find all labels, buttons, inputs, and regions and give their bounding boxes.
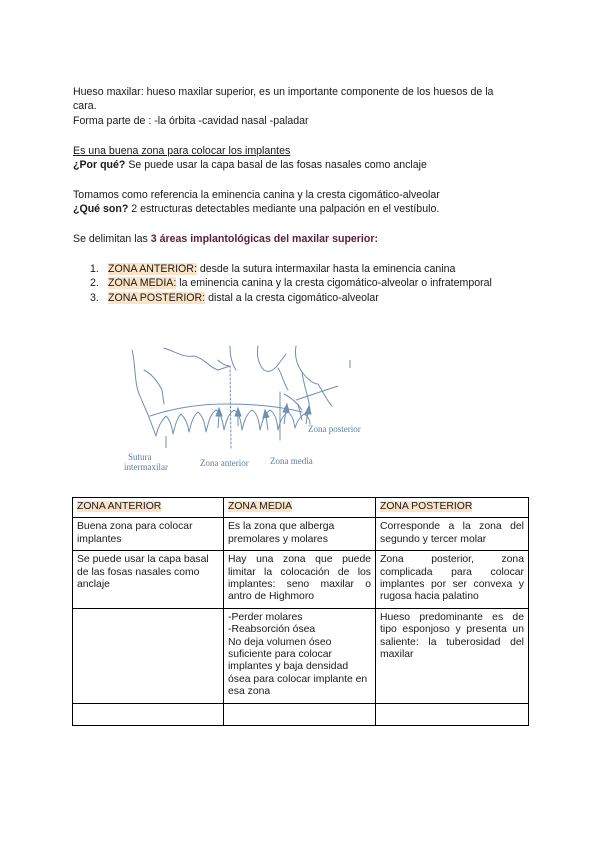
section1-qa (73, 159, 533, 173)
zone-label: ZONA ANTERIOR: (108, 263, 197, 275)
section2-answer: 2 estructuras detectables mediante una palpación en el vestíbulo. (128, 203, 440, 215)
section3-line (73, 233, 533, 247)
section2-question: ¿Qué son? (73, 203, 129, 215)
list-number: 1. (90, 263, 99, 275)
intro-line-3: Forma parte de : -la órbita -cavidad nasal -paladar (73, 115, 309, 127)
table-cell: Se puede usar la capa basal de las fosas nasales como anclaje (73, 551, 224, 609)
zone-text: desde la sutura intermaxilar hasta la eminencia canina (196, 263, 456, 275)
label-zona-media: Zona media (270, 456, 313, 466)
list-number: 2. (90, 277, 99, 289)
zones-table (72, 497, 529, 726)
table-cell (376, 703, 529, 725)
table-header-cell (376, 498, 529, 518)
table-header-cell (73, 498, 224, 518)
label-sutura-2: intermaxilar (124, 462, 168, 472)
table-cell (224, 703, 376, 725)
table-cell (73, 703, 224, 725)
table-row (73, 608, 529, 703)
table-cell: Hay una zona que puede limitar la colocación de los implantes: seno maxilar o antro de Highmoro (224, 551, 376, 609)
header-label: ZONA POSTERIOR (380, 501, 473, 512)
table-header-cell (224, 498, 376, 518)
zone-label: ZONA POSTERIOR: (108, 292, 206, 304)
intro-line-1: Hueso maxilar: hueso maxilar superior, es un importante componente de los huesos de la (73, 86, 494, 98)
table-cell: Zona posterior, zona complicada para colocar implantes por ser convexa y rugosa hacia palatino (376, 551, 529, 609)
section3-prefix: Se delimitan las (73, 233, 151, 245)
zone-text: la eminencia canina y la cresta cigomático-alveolar o infratemporal (176, 277, 492, 289)
table-header-row (73, 498, 529, 518)
header-label: ZONA MEDIA (228, 501, 293, 512)
table-cell: -Perder molares -Reabsorción ósea No deja volumen óseo suficiente para colocar implantes y baja densidad ósea para colocar implante en esa zona (224, 608, 376, 703)
zone-text: distal a la cresta cigomático-alveolar (205, 292, 379, 304)
label-zona-anterior: Zona anterior (200, 458, 249, 468)
zone-label: ZONA MEDIA: (108, 277, 177, 289)
section2-qa (73, 203, 533, 217)
table-cell (73, 608, 224, 703)
label-sutura-1: Sutura (128, 452, 152, 462)
table-cell: Hueso predominante es de tipo esponjoso y presenta un saliente: la tuberosidad del maxilar (376, 608, 529, 703)
table-cell: Es la zona que alberga premolares y molares (224, 518, 376, 551)
section3-emphasis: 3 áreas implantológicas del maxilar superior: (150, 233, 378, 245)
section1-answer: Se puede usar la capa basal de las fosas nasales como anclaje (125, 159, 427, 171)
section2-line: Tomamos como referencia la eminencia canina y la cresta cigomático-alveolar (73, 189, 440, 201)
table-cell: Buena zona para colocar implantes (73, 518, 224, 551)
intro-line-2: cara. (73, 100, 97, 112)
zones-list-item (90, 277, 492, 291)
table-row (73, 518, 529, 551)
table-row (73, 703, 529, 725)
list-number: 3. (90, 292, 99, 304)
table-row (73, 551, 529, 609)
table-cell: Corresponde a la zona del segundo y tercer molar (376, 518, 529, 551)
zones-list-item (90, 292, 379, 306)
label-zona-posterior: Zona posterior (308, 424, 361, 434)
header-label: ZONA ANTERIOR (77, 501, 162, 512)
zones-list-item (90, 263, 455, 277)
section1-heading: Es una buena zona para colocar los implantes (73, 145, 291, 157)
section1-question: ¿Por qué? (73, 159, 126, 171)
maxilla-diagram (118, 344, 380, 476)
